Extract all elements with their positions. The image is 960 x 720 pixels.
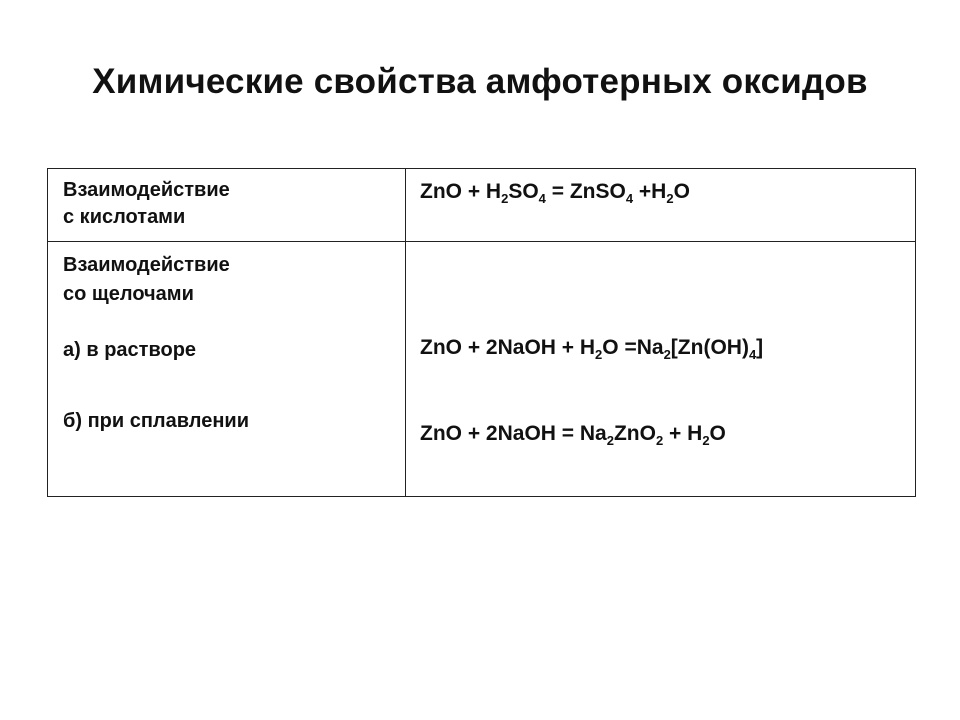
- acids-label-line2: с кислотами: [63, 206, 186, 228]
- sub-item-fusion: б) при сплавлении: [63, 410, 250, 432]
- cell-acids-equation: [406, 169, 916, 242]
- equation-solution: ZnO + 2NaOH + $H_2O =Na_2[Zn(OH)_4]$: [420, 336, 764, 362]
- alkalis-label-line1: Взаимодействие: [63, 254, 230, 276]
- table-row-acids: [48, 169, 916, 242]
- cell-alkalis-equations: [406, 242, 916, 497]
- acids-label-line1: Взаимодействие: [63, 179, 230, 201]
- cell-acids-label: [48, 169, 406, 242]
- slide-title: Химические свойства амфотерных оксидов: [92, 62, 868, 101]
- equation-fusion: ZnO + 2NaOH = $Na_2ZnO_2 + H_2O$: [420, 422, 726, 448]
- alkalis-label-line2: со щелочами: [63, 283, 194, 305]
- properties-table: [47, 168, 916, 497]
- cell-alkalis-label: [48, 242, 406, 497]
- table-row-alkalis: [48, 242, 916, 497]
- equation-acid: ZnO + $H_2SO_4$ = ZnSO$_4$ $+H_2O$: [420, 180, 690, 206]
- sub-item-solution: а) в растворе: [63, 339, 197, 361]
